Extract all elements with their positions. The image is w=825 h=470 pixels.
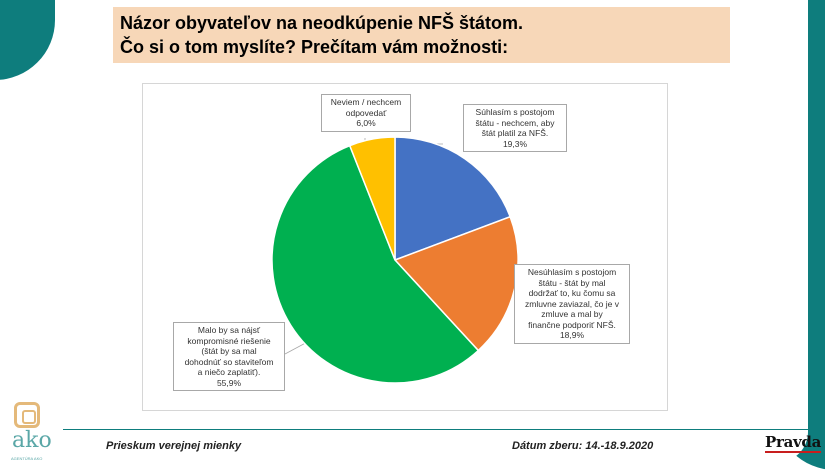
pravda-logo: Pravda xyxy=(765,433,822,451)
ako-logo-tagline: AGENTÚRA AKO xyxy=(11,456,43,461)
slice-label-compromise xyxy=(173,322,285,391)
slice-label-line: (štát by sa mal xyxy=(201,346,257,356)
ako-logo xyxy=(6,402,56,460)
slice-label-line: Nesúhlasím s postojom xyxy=(527,267,617,277)
slice-label-line: štátu - nechcem, aby xyxy=(475,117,555,128)
title-line-1: Názor obyvateľov na neodkúpenie NFŠ štátom. xyxy=(120,13,524,33)
slice-label-line: dohodnúť so staviteľom xyxy=(184,356,274,367)
footer-left: Prieskum verejnej mienky xyxy=(106,440,242,452)
slice-label-dontknow xyxy=(321,94,411,132)
slice-value-label: 6,0% xyxy=(356,118,376,128)
slice-label-line: a niečo zaplatiť). xyxy=(197,367,261,377)
slice-label-line: kompromisné riešenie xyxy=(187,335,271,346)
decor-teal-left xyxy=(0,0,55,80)
slice-value-label: 18,9% xyxy=(559,330,585,340)
footer-divider xyxy=(63,429,825,430)
slice-label-line: dodržať to, ku čomu sa xyxy=(528,288,616,298)
slice-label-line: Malo by sa nájsť xyxy=(197,325,261,335)
slice-label-agree xyxy=(463,104,567,152)
slice-label-line: Súhlasím s postojom xyxy=(475,107,555,117)
chart-frame xyxy=(142,83,668,411)
slice-label-line: štátu - štát by mal xyxy=(538,277,606,288)
ako-logo-text: ako xyxy=(12,428,52,453)
slice-label-line: štát platil za NFŠ. xyxy=(481,128,549,138)
footer-right: Dátum zberu: 14.-18.9.2020 xyxy=(512,440,654,452)
slice-value-label: 55,9% xyxy=(216,377,242,388)
slice-label-line: zmluve a mal by xyxy=(541,309,603,319)
slice-label-line: finančne podporiť NFŠ. xyxy=(528,319,616,330)
slice-value-label: 19,3% xyxy=(502,138,528,149)
slice-label-disagree xyxy=(514,264,630,344)
title-line-2: Čo si o tom myslíte? Prečítam vám možnosti: xyxy=(120,37,509,57)
title-box xyxy=(113,7,730,63)
slice-label-line: odpovedať xyxy=(345,107,387,118)
slice-label-line: zmluvne zaviazal, čo je v xyxy=(524,298,619,309)
ako-logo-icon xyxy=(14,402,40,428)
slice-label-line: Neviem / nechcem xyxy=(330,97,402,107)
